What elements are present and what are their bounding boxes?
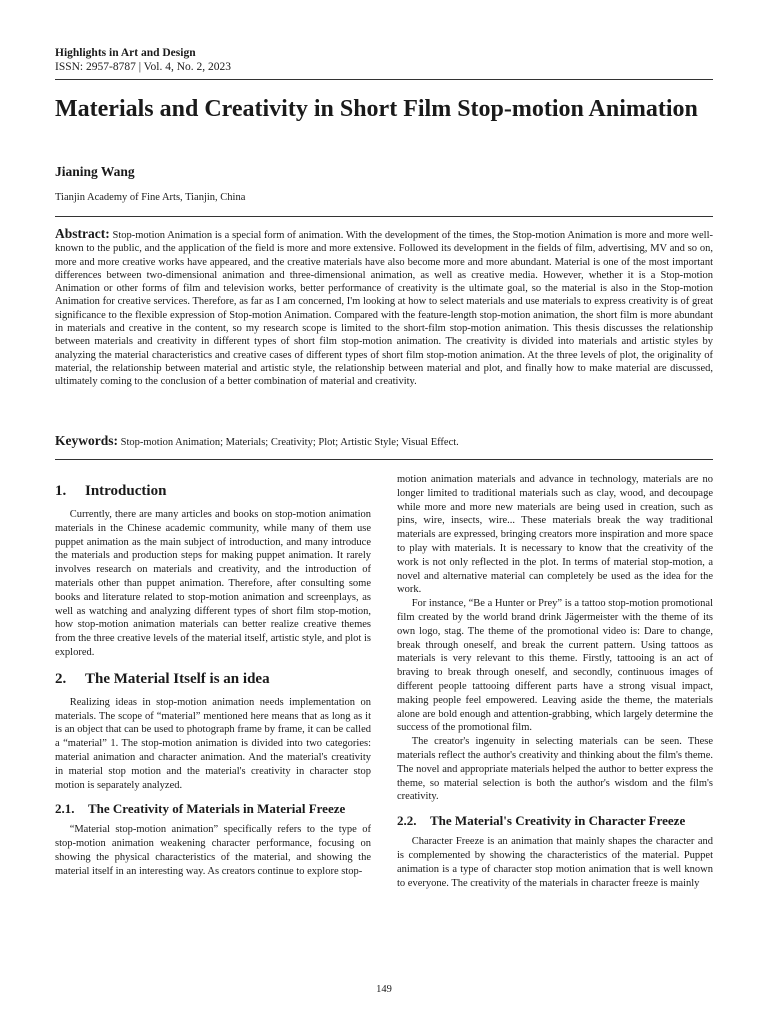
subsection-title: The Creativity of Materials in Material Freeze [88, 801, 346, 817]
paragraph: For instance, “Be a Hunter or Prey” is a tattoo stop-motion promotional film created by the world brand drink Jägermeister with the theme of its own logo, stag. The theme of the promotional video is: Dare to change, break through oneself, and break the current pattern. Using tattoos as materials is very relevant to this theme. Firstly, tattooing is an act of braving to break through oneself, and secondly, continuous images of different people tattooing different parts have a strong visual impact, making people feel empowered. Leaving aside the theme, the materials alone are bold enough and attention-grabbing, which largely determine the success of the promotional film. [397, 598, 713, 734]
abstract-label: Abstract: [55, 226, 110, 241]
author-affiliation: Tianjin Academy of Fine Arts, Tianjin, China [55, 192, 246, 203]
paper-title: Materials and Creativity in Short Film Stop-motion Animation [55, 96, 698, 122]
abstract-top-rule [55, 216, 713, 217]
subsection-heading-material-freeze [55, 801, 371, 817]
paragraph: Currently, there are many articles and books on stop-motion animation materials in the Chinese academic community, while many of them use puppet animation as the main subject of introduction, and many introduce the materials and production steps for making puppet animation. It rarely involves research on materials and creativity, and the introduction of materials other than puppet animation. Therefore, after consulting some books and literature related to stop-motion animation and screenplays, as well as watching and analyzing different types of short film stop-motion, how stop-motion animation materials can better realize creative themes from the three creative levels of the material itself, artistic style, and plot is explored. [55, 509, 371, 658]
subsection-number: 2.2. [397, 813, 417, 829]
keywords-text: Stop-motion Animation; Materials; Creativity; Plot; Artistic Style; Visual Effect. [120, 437, 459, 448]
subsection-number: 2.1. [55, 801, 75, 817]
paragraph: Realizing ideas in stop-motion animation needs implementation on materials. The scope of “material” mentioned here means that as long as it is an object that can be used to photograph frame by frame, it can be called a “material” 1. The stop-motion animation is divided into two categories: material animation and character animation. And the material's creativity in material stop motion and the material's creativity in character stop motion is separately analyzed. [55, 696, 371, 791]
paragraph: motion animation materials and advance in technology, materials are no longer limited to traditional materials such as clay, wood, and decoupage while more and more new materials are being used in creation, such as pins, wire, insects, wire... These materials break the way traditional materials are expressed, bringing creators more inspiration and more space to play with materials. It is necessary to know that the creativity of the work is not only reflected in the plot. In terms of material stop-motion, a novel and alternative material can completely be used as the idea for the work. [397, 474, 713, 596]
keywords [55, 434, 713, 450]
subsection-title: The Material's Creativity in Character Freeze [430, 813, 686, 829]
keywords-label: Keywords: [55, 433, 118, 448]
section-title: The Material Itself is an idea [85, 670, 270, 687]
section-heading-introduction [55, 482, 371, 500]
left-column [55, 474, 371, 879]
abstract-text: Stop-motion Animation is a special form of animation. With the development of the times, the Stop-motion Animation is more and more well-known to the public, and the application of the field is more and more extensive. Followed its development in the fields of film, advertising, MV and so on, more and more creative works have appeared, and the creative materials have also become more and more abundant. Material is one of the most important differences between two-dimensional animation and three-dimensional animation, as well as creative media. However, whether it is a Stop-motion Animation or other forms of film and television works, better performance of creativity is the ultimate goal, so the material is also in the Stop-motion Animation for creative services. Therefore, as far as I am concerned, I'm looking at how to select materials and use materials to express creativity is of great significance to the flexible expression of Stop-motion Animation. Compared with the feature-length stop-motion animation, the short film is more abundant in materials and creative in the content, so my research scope is limited to the short-film stop-motion animation. This thesis discusses the relationship between materials and creativity in different types of short film stop-motion animation. The creativity is divided into materials and artistic styles by analyzing the material characteristics and creative cases of different types of short film stop-motion animation. At the three levels of plot, the originality of material, the relationship between material and artistic style, the relationship between material and plot, and finally how to make material are discussed, ultimately coming to the conclusion of a better combination of material and creativity. [55, 230, 714, 388]
page-number: 149 [376, 984, 392, 995]
section-number: 2. [55, 670, 67, 687]
journal-header [55, 46, 231, 74]
keywords-bottom-rule [55, 459, 713, 460]
abstract [55, 227, 713, 389]
journal-name: Highlights in Art and Design [55, 47, 196, 59]
right-column [397, 473, 713, 890]
paragraph: The creator's ingenuity in selecting materials can be seen. These materials reflect the author's creativity and thinking about the film's theme. The novel and appropriate materials helped the author to better express the theme, so material selection is both the author's wisdom and the film's creativity. [397, 736, 713, 803]
journal-issn: ISSN: 2957-8787 | Vol. 4, No. 2, 2023 [55, 61, 231, 73]
author-name: Jianing Wang [55, 164, 135, 179]
section-number: 1. [55, 483, 67, 499]
paragraph: Character Freeze is an animation that mainly shapes the character and is complemented by showing the characteristics of the material. Puppet animation is a type of character stop motion animation that is well known to everyone. The creativity of the materials in character freeze is mainly [397, 836, 713, 889]
header-rule [55, 79, 713, 80]
section-title: Introduction [85, 483, 167, 499]
paragraph: “Material stop-motion animation” specifically refers to the type of stop-motion animation weakening character performance, focusing on showing the physical characteristics of the material, and showing the material itself in an interesting way. As creators continue to explore stop- [55, 824, 371, 877]
subsection-heading-character-freeze [397, 813, 713, 829]
section-heading-material-idea [55, 670, 371, 688]
